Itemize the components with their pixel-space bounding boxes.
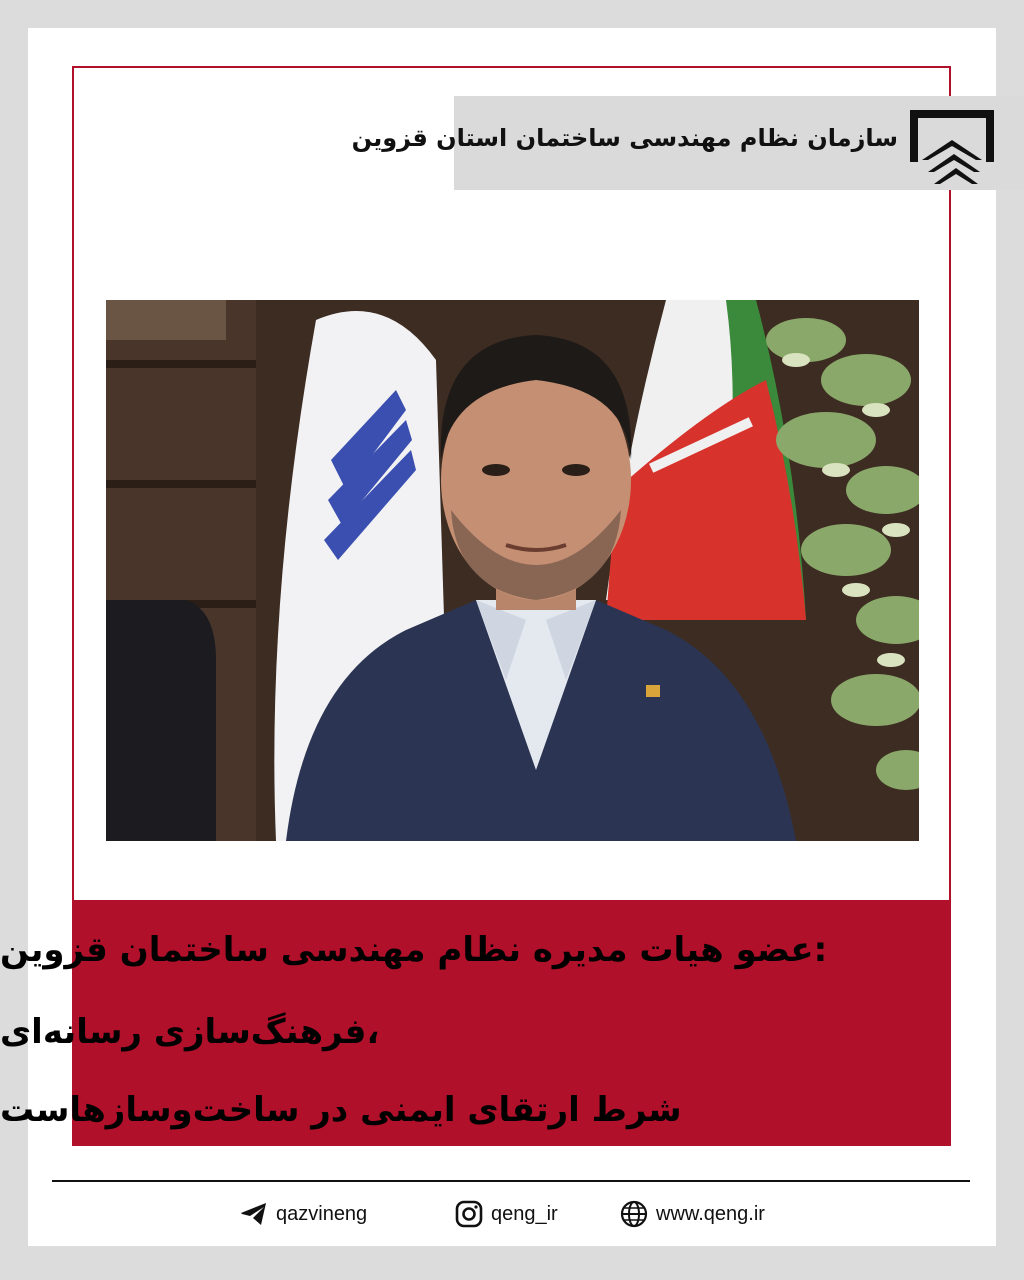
telegram-link[interactable] [240,1198,367,1230]
website-url: www.qeng.ir [656,1202,765,1225]
website-link[interactable] [620,1198,765,1230]
headline-line-2: فرهنگ‌سازی رسانه‌ای، [0,1012,380,1052]
instagram-icon [455,1200,483,1228]
telegram-icon [240,1201,268,1227]
org-name: سازمان نظام مهندسی ساختمان استان قزوین [351,124,898,152]
telegram-handle: qazvineng [276,1202,368,1225]
globe-icon [620,1200,648,1228]
qeng-logo-icon [906,104,998,186]
instagram-link[interactable] [455,1198,558,1230]
headline-line-3: شرط ارتقای ایمنی در ساخت‌وسازهاست [0,1090,682,1130]
portrait-photo [106,300,919,841]
instagram-handle: qeng_ir [491,1202,558,1225]
headline-line-1: عضو هیات مدیره نظام مهندسی ساختمان قزوین: [0,930,828,970]
footer-divider [52,1180,970,1182]
